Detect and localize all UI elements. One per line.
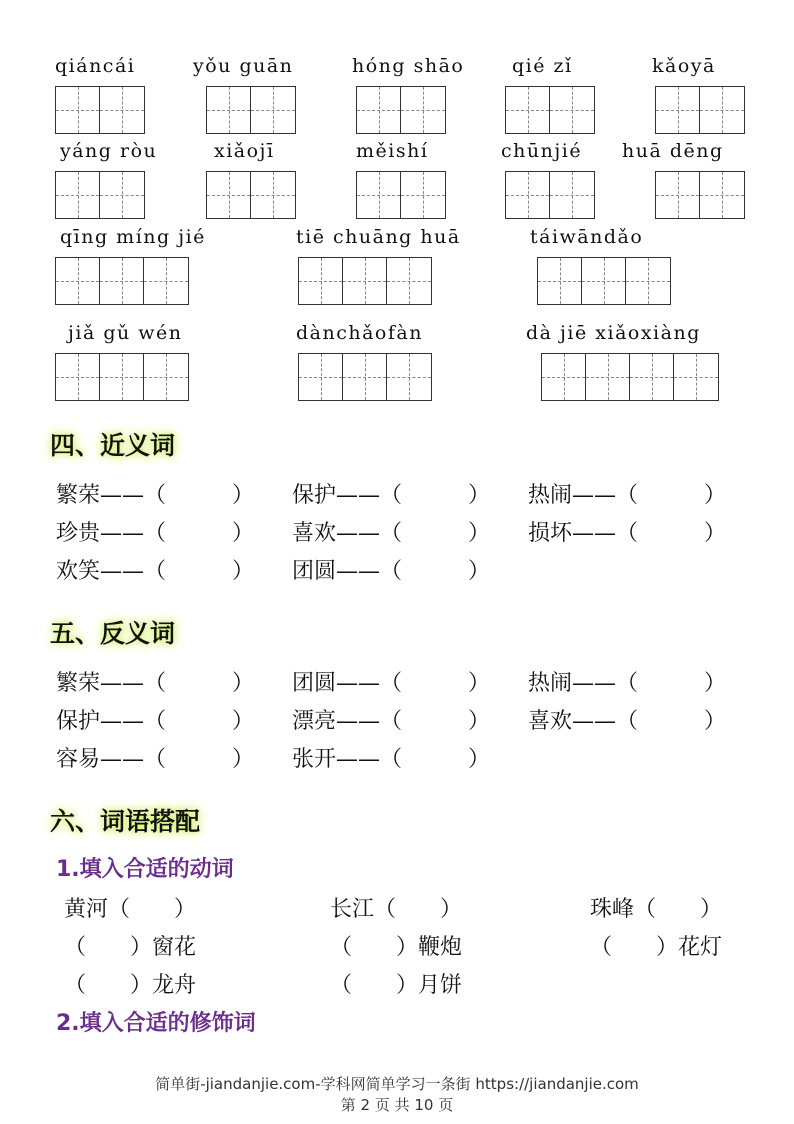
pinyin-label: xiǎojī [214,140,275,162]
pinyin-label: chūnjié [501,140,583,162]
pinyin-label: dànchǎofàn [296,322,423,344]
writing-grid[interactable] [55,257,189,305]
writing-grid[interactable] [655,171,745,219]
pinyin-label: qīng míng jié [60,226,206,248]
collocation-item[interactable]: 长江（ ） [330,897,463,922]
writing-grid[interactable] [55,353,189,401]
writing-grid[interactable] [55,171,145,219]
pinyin-label: yǒu guān [193,55,294,77]
subsection-title-modifiers: 2.填入合适的修饰词 [56,1011,256,1036]
collocation-item[interactable]: （ ）月饼 [330,973,463,998]
pinyin-label: qiáncái [55,55,136,77]
antonym-item[interactable]: 繁荣——（ ） [56,671,255,696]
section-title-collocation: 六、词语搭配 [50,807,201,836]
synonym-item[interactable]: 热闹——（ ） [528,483,727,508]
synonym-item[interactable]: 保护——（ ） [292,483,491,508]
synonym-item[interactable]: 团圆——（ ） [292,559,491,584]
antonym-item[interactable]: 喜欢——（ ） [528,709,727,734]
collocation-item[interactable]: 黄河（ ） [64,897,197,922]
writing-grid[interactable] [541,353,719,401]
synonym-item[interactable]: 珍贵——（ ） [56,521,255,546]
pinyin-label: táiwāndǎo [530,226,644,248]
writing-grid[interactable] [505,86,595,134]
subsection-title-verbs: 1.填入合适的动词 [56,857,234,882]
collocation-item[interactable]: （ ）龙舟 [64,973,197,998]
writing-grid[interactable] [298,257,432,305]
pinyin-label: yáng ròu [60,140,158,162]
collocation-item[interactable]: （ ）窗花 [64,935,197,960]
writing-grid[interactable] [655,86,745,134]
pinyin-label: huā dēng [622,140,724,162]
synonym-item[interactable]: 欢笑——（ ） [56,559,255,584]
antonym-item[interactable]: 团圆——（ ） [292,671,491,696]
antonym-item[interactable]: 张开——（ ） [292,747,491,772]
writing-grid[interactable] [356,86,446,134]
writing-grid[interactable] [537,257,671,305]
pinyin-label: tiē chuāng huā [296,226,461,248]
synonym-item[interactable]: 繁荣——（ ） [56,483,255,508]
footer-site: 简单街-jiandanjie.com-学科网简单学习一条街 https://jiandanjie.com [155,1075,639,1093]
writing-grid[interactable] [356,171,446,219]
pinyin-label: jiǎ gǔ wén [68,322,183,344]
section-title-antonyms: 五、反义词 [50,619,176,648]
synonym-item[interactable]: 损坏——（ ） [528,521,727,546]
pinyin-label: hóng shāo [352,55,465,77]
section-title-synonyms: 四、近义词 [50,431,176,460]
writing-grid[interactable] [505,171,595,219]
collocation-item[interactable]: （ ）花灯 [590,935,723,960]
writing-grid[interactable] [206,86,296,134]
synonym-item[interactable]: 喜欢——（ ） [292,521,491,546]
antonym-item[interactable]: 漂亮——（ ） [292,709,491,734]
collocation-item[interactable]: （ ）鞭炮 [330,935,463,960]
antonym-item[interactable]: 保护——（ ） [56,709,255,734]
writing-grid[interactable] [55,86,145,134]
writing-grid[interactable] [298,353,432,401]
writing-grid[interactable] [206,171,296,219]
pinyin-label: měishí [356,140,429,162]
pinyin-label: kǎoyā [652,55,716,77]
footer-page-number: 第 2 页 共 10 页 [340,1096,454,1114]
antonym-item[interactable]: 热闹——（ ） [528,671,727,696]
pinyin-label: qié zǐ [512,55,573,77]
antonym-item[interactable]: 容易——（ ） [56,747,255,772]
pinyin-label: dà jiē xiǎoxiàng [526,322,701,344]
collocation-item[interactable]: 珠峰（ ） [590,897,723,922]
